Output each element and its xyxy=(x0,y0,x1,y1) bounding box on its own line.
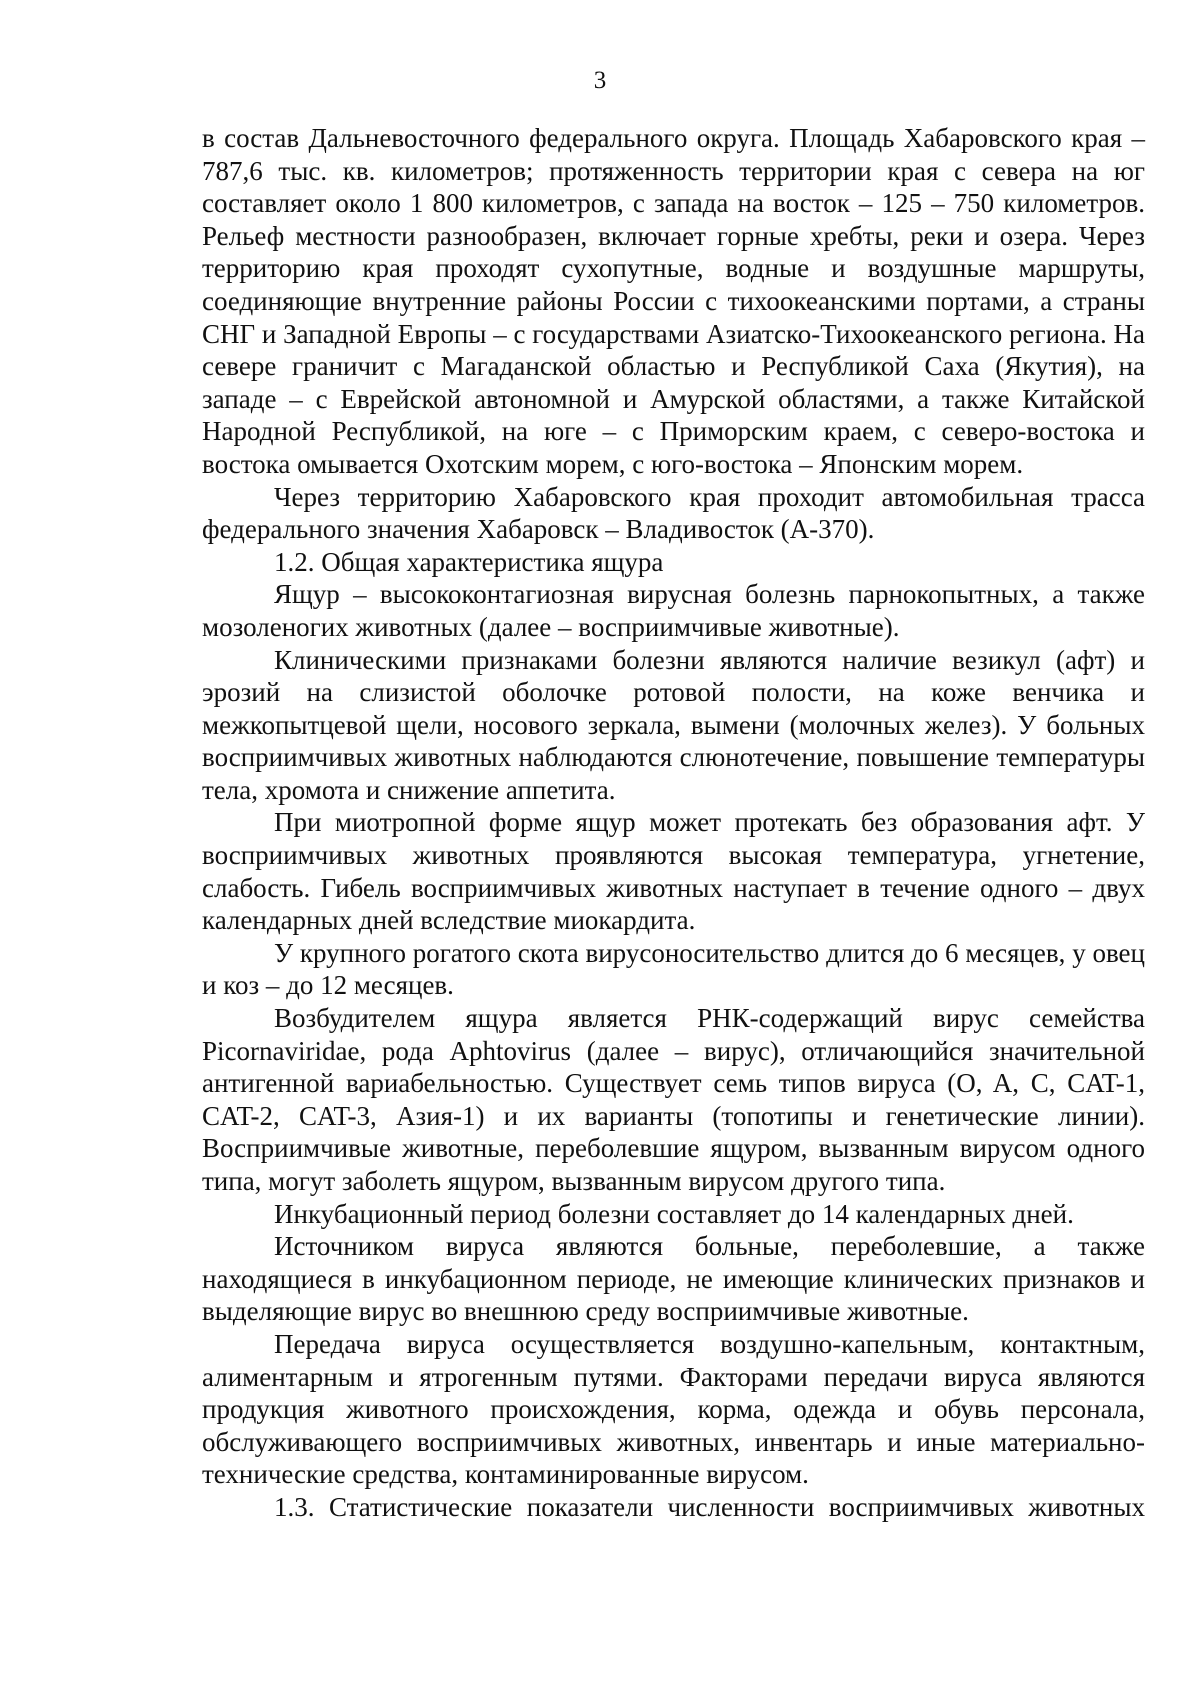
page-number: 3 xyxy=(593,67,607,94)
paragraph-definition: Ящур – высококонтагиозная вирусная болезнь парнокопытных, а также мозоленогих животных (далее – восприимчивые животные). xyxy=(202,579,1145,642)
paragraph-clinical-signs: Клиническими признаками болезни являются наличие везикул (афт) и эрозий на слизистой оболочке ротовой полости, на коже венчика и межкопытцевой щели, носового зеркала, вымени (молочных желез). У больных восприимчивых животных наблюдаются слюнотечение, повышение температуры тела, хромота и снижение аппетита. xyxy=(202,644,1145,805)
section-heading-1-2: 1.2. Общая характеристика ящура xyxy=(274,546,664,577)
paragraph-highway: Через территорию Хабаровского края проходит автомобильная трасса федерального значения Хабаровск – Владивосток (А-370). xyxy=(202,481,1145,545)
paragraph-incubation: Инкубационный период болезни составляет до 14 календарных дней. xyxy=(274,1198,1074,1229)
paragraph-source: Источником вируса являются больные, переболевшие, а также находящиеся в инкубационном периоде, не имеющие клинических признаков и выделяющие вирус во внешнюю среду восприимчивые животные. xyxy=(202,1231,1145,1327)
paragraph-myotropic-form: При миотропной форме ящур может протекать без образования афт. У восприимчивых животных проявляются высокая температура, угнетение, слабость. Гибель восприимчивых животных наступает в течение одного – двух календарных дней вследствие миокардита. xyxy=(202,807,1145,936)
section-heading-1-3: 1.3. Статистические показатели численности восприимчивых животных xyxy=(274,1491,1145,1522)
paragraph-virus-carriage: У крупного рогатого скота вирусоносительство длится до 6 месяцев, у овец и коз – до 12 месяцев. xyxy=(202,937,1145,1001)
paragraph-pathogen: Возбудителем ящура является РНК-содержащий вирус семейства Picornaviridae, рода Aphtovirus (далее – вирус), отличающийся значительной антигенной вариабельностью. Существует семь типов вируса (O, A, C, CAT-1, CAT-2, CAT-3, Азия-1) и их варианты (топотипы и генетические линии). Восприимчивые животные, переболевшие ящуром, вызванным вирусом одного типа, могут заболеть ящуром, вызванным вирусом другого типа. xyxy=(202,1003,1145,1196)
paragraph-region-description: в состав Дальневосточного федерального округа. Площадь Хабаровского края – 787,6 тыс. кв. километров; протяженность территории края с севера на юг составляет около 1 800 километров, с запада на восток – 125 – 750 километров. Рельеф местности разнообразен, включает горные хребты, реки и озера. Через территорию края проходят сухопутные, водные и воздушные маршруты, соединяющие внутренние районы России с тихоокеанскими портами, а страны СНГ и Западной Европы – с государствами Азиатско-Тихоокеанского региона. На севере граничит с Магаданской областью и Республикой Саха (Якутия), на западе – с Еврейской автономной и Амурской областями, а также Китайской Народной Республикой, на юге – с Приморским краем, с северо-востока и востока омывается Охотским морем, с юго-востока – Японским морем. xyxy=(202,123,1145,479)
paragraph-transmission: Передача вируса осуществляется воздушно-капельным, контактным, алиментарным и ятрогенным путями. Факторами передачи вируса являются продукция животного происхождения, корма, одежда и обувь персонала, обслуживающего восприимчивых животных, инвентарь и иные материально-технические средства, контаминированные вирусом. xyxy=(202,1328,1145,1490)
document-body xyxy=(202,122,1145,1524)
